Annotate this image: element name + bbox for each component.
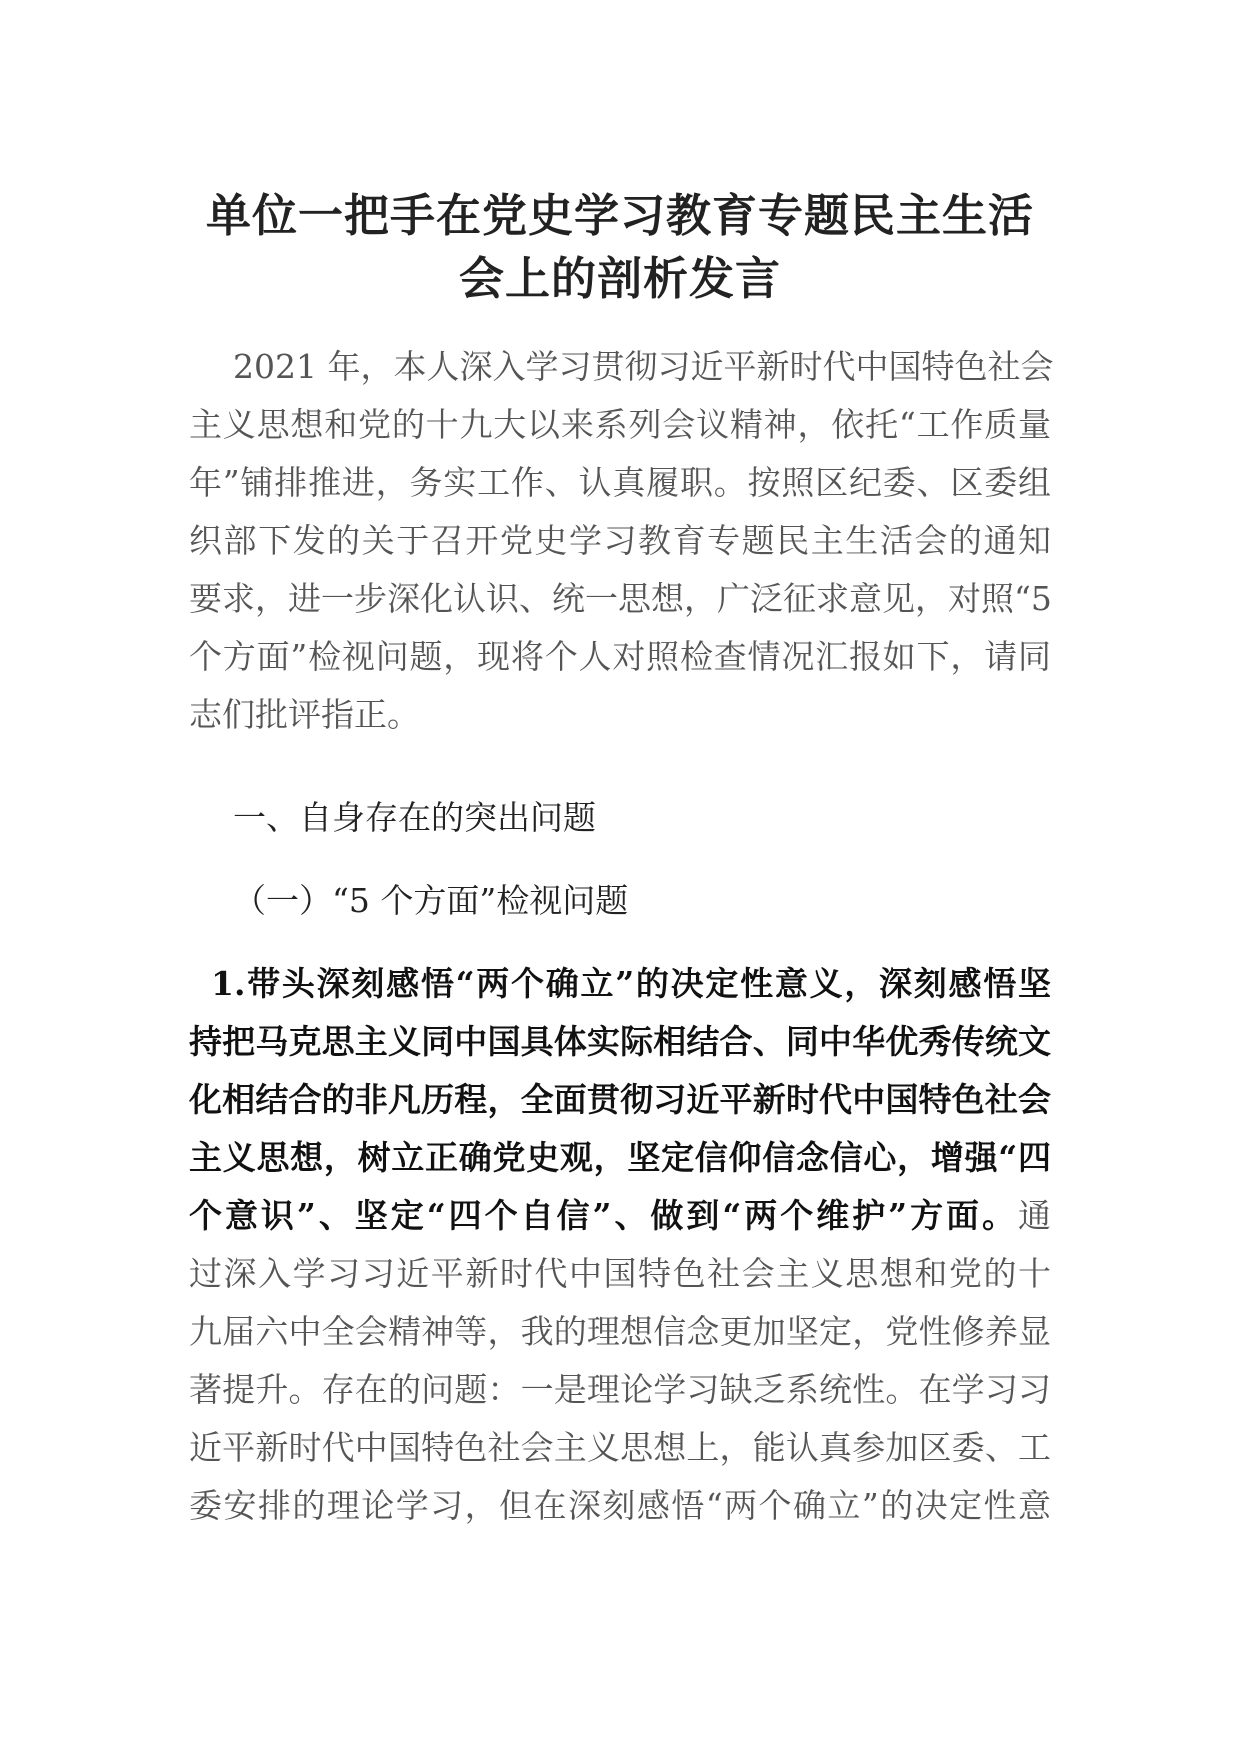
intro-line: 个方面”检视问题，现将个人对照检查情况汇报如下，请同: [189, 637, 1051, 676]
document-title-line-1: 单位一把手在党史学习教育专题民主生活: [205, 189, 1034, 242]
document-title-line-2: 会上的剖析发言: [458, 252, 781, 305]
intro-line: 织部下发的关于召开党史学习教育专题民主生活会的通知: [189, 521, 1051, 560]
intro-line: 年”铺排推进，务实工作、认真履职。按照区纪委、区委组: [189, 463, 1051, 502]
subsection-heading: （一）“5 个方面”检视问题: [233, 881, 629, 920]
intro-line: 志们批评指正。: [189, 695, 420, 734]
item-body-line: 著提升。存在的问题：一是理论学习缺乏系统性。在学习习: [189, 1370, 1051, 1409]
item-bold-segment: 个意识”、坚定“四个自信”、做到“两个维护”方面。: [189, 1196, 1018, 1235]
item-bold-line: 化相结合的非凡历程，全面贯彻习近平新时代中国特色社会: [189, 1080, 1051, 1119]
item-body-line: 委安排的理论学习，但在深刻感悟“两个确立”的决定性意: [189, 1486, 1051, 1525]
item-body-line: 近平新时代中国特色社会主义思想上，能认真参加区委、工: [189, 1428, 1051, 1467]
item-bold-line: 1.带头深刻感悟“两个确立”的决定性意义，深刻感悟坚: [211, 964, 1051, 1003]
item-bold-line: 主义思想，树立正确党史观，坚定信仰信念信心，增强“四: [189, 1138, 1051, 1177]
section-heading: 一、自身存在的突出问题: [233, 798, 596, 837]
intro-line: 要求，进一步深化认识、统一思想，广泛征求意见，对照“5: [189, 579, 1052, 618]
item-body-line: 九届六中全会精神等，我的理想信念更加坚定，党性修养显: [189, 1312, 1051, 1351]
item-body-line: 过深入学习习近平新时代中国特色社会主义思想和党的十: [189, 1254, 1051, 1293]
intro-line: 2021 年，本人深入学习贯彻习近平新时代中国特色社会: [233, 347, 1054, 386]
item-mixed-line: [189, 1194, 1051, 1238]
item-bold-line: 持把马克思主义同中国具体实际相结合、同中华优秀传统文: [189, 1022, 1051, 1061]
item-body-segment: 通: [1018, 1196, 1051, 1235]
intro-line: 主义思想和党的十九大以来系列会议精神，依托“工作质量: [189, 405, 1051, 444]
